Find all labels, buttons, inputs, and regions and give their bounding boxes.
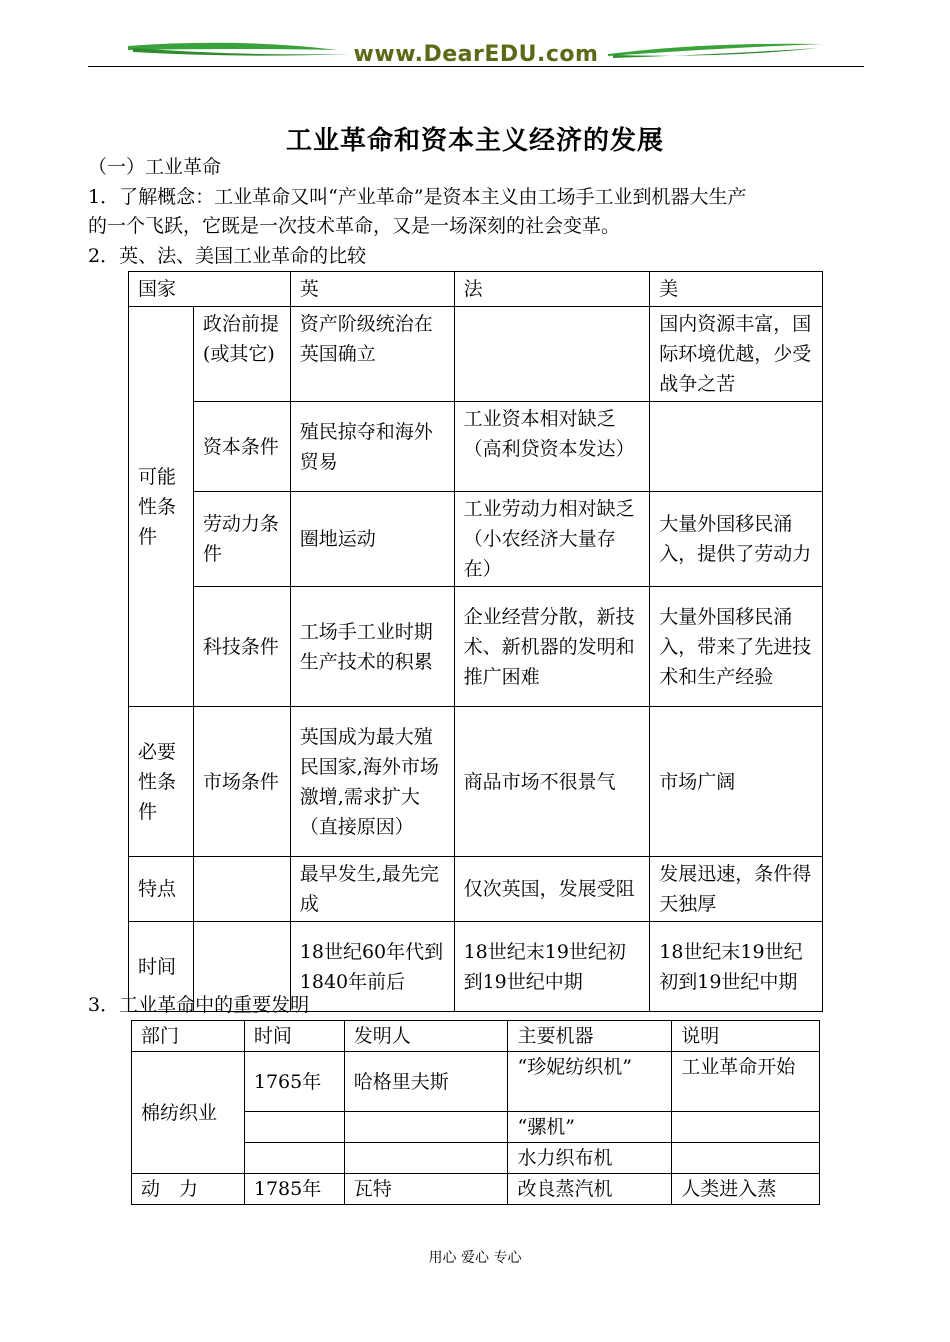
table-row bbox=[129, 307, 823, 402]
table-cell bbox=[672, 1143, 820, 1174]
table-header-row bbox=[132, 1021, 820, 1052]
table-cell bbox=[454, 307, 650, 402]
header-banner bbox=[88, 36, 864, 70]
row-label: 科技条件 bbox=[193, 587, 290, 707]
table-header-cell: 时间 bbox=[244, 1021, 344, 1052]
table-cell: 最早发生,最先完成 bbox=[290, 857, 454, 922]
table-cell: 工场手工业时期生产技术的积累 bbox=[290, 587, 454, 707]
row-label: 政治前提(或其它) bbox=[193, 307, 290, 402]
item1-line1: 1．了解概念：工业革命又叫“产业革命”是资本主义由工场手工业到机器大生产 bbox=[88, 186, 747, 208]
table-cell: 水力织布机 bbox=[508, 1143, 672, 1174]
item3-heading: 3．工业革命中的重要发明 bbox=[88, 994, 310, 1016]
table-cell: 工业劳动力相对缺乏（小农经济大量存在） bbox=[454, 492, 650, 587]
table-cell: 1785年 bbox=[244, 1174, 344, 1205]
table-header-cell: 说明 bbox=[672, 1021, 820, 1052]
table-cell: 英国成为最大殖民国家,海外市场激增,需求扩大（直接原因） bbox=[290, 707, 454, 857]
row-label: 劳动力条件 bbox=[193, 492, 290, 587]
table-cell: 商品市场不很景气 bbox=[454, 707, 650, 857]
table-cell: “骡机” bbox=[508, 1112, 672, 1143]
table-cell: 18世纪末19世纪初到19世纪中期 bbox=[454, 922, 650, 1012]
item1-line2: 的一个飞跃，它既是一次技术革命，又是一场深刻的社会变革。 bbox=[88, 215, 621, 237]
table-row bbox=[129, 857, 823, 922]
dept-cell: 动 力 bbox=[132, 1174, 245, 1205]
table-row bbox=[129, 402, 823, 492]
row-label: 资本条件 bbox=[193, 402, 290, 492]
header-rule bbox=[88, 66, 864, 67]
table-cell bbox=[344, 1143, 508, 1174]
table-cell: 改良蒸汽机 bbox=[508, 1174, 672, 1205]
table-header-row bbox=[129, 272, 823, 307]
page-title: 工业革命和资本主义经济的发展 bbox=[285, 126, 664, 156]
table-header-cell: 国家 bbox=[129, 272, 291, 307]
table-cell: 大量外国移民涌入，带来了先进技术和生产经验 bbox=[650, 587, 823, 707]
table-cell: 工业资本相对缺乏（高利贷资本发达） bbox=[454, 402, 650, 492]
table-row bbox=[129, 492, 823, 587]
table-cell: 哈格里夫斯 bbox=[344, 1052, 508, 1112]
table-header-cell: 英 bbox=[290, 272, 454, 307]
dept-cell: 棉纺织业 bbox=[132, 1052, 245, 1174]
table-cell: 人类进入蒸 bbox=[672, 1174, 820, 1205]
table-cell: 市场广阔 bbox=[650, 707, 823, 857]
table-cell bbox=[244, 1143, 344, 1174]
table-cell: “珍妮纺织机” bbox=[508, 1052, 672, 1112]
table-row bbox=[132, 1052, 820, 1112]
table-header-cell: 主要机器 bbox=[508, 1021, 672, 1052]
table-cell: 资产阶级统治在英国确立 bbox=[290, 307, 454, 402]
table-cell: 大量外国移民涌入，提供了劳动力 bbox=[650, 492, 823, 587]
row-label: 特点 bbox=[129, 857, 194, 922]
table-cell: 殖民掠夺和海外贸易 bbox=[290, 402, 454, 492]
table-row bbox=[129, 587, 823, 707]
table-header-cell: 发明人 bbox=[344, 1021, 508, 1052]
table-cell bbox=[650, 402, 823, 492]
table-cell: 18世纪60年代到1840年前后 bbox=[290, 922, 454, 1012]
row-label: 时间 bbox=[129, 922, 194, 1012]
row-label: 市场条件 bbox=[193, 707, 290, 857]
comparison-table bbox=[128, 271, 823, 1012]
section-heading: （一）工业革命 bbox=[88, 156, 222, 178]
table-cell bbox=[244, 1112, 344, 1143]
table-cell: 1765年 bbox=[244, 1052, 344, 1112]
item2-heading: 2．英、法、美国工业革命的比较 bbox=[88, 245, 367, 267]
table-cell bbox=[344, 1112, 508, 1143]
table-cell: 仅次英国，发展受阻 bbox=[454, 857, 650, 922]
table-row bbox=[129, 707, 823, 857]
table-cell: 18世纪末19世纪初到19世纪中期 bbox=[650, 922, 823, 1012]
site-logo-text[interactable]: www.DearEDU.com bbox=[353, 42, 599, 67]
table-header-cell: 部门 bbox=[132, 1021, 245, 1052]
inventions-table bbox=[131, 1020, 820, 1205]
group-label: 可能性条件 bbox=[129, 307, 194, 707]
table-cell bbox=[193, 857, 290, 922]
table-cell: 发展迅速，条件得天独厚 bbox=[650, 857, 823, 922]
table-cell bbox=[672, 1112, 820, 1143]
table-cell: 瓦特 bbox=[344, 1174, 508, 1205]
table-cell: 国内资源丰富，国际环境优越，少受战争之苦 bbox=[650, 307, 823, 402]
table-cell: 圈地运动 bbox=[290, 492, 454, 587]
page-footer: 用心 爱心 专心 bbox=[428, 1250, 522, 1266]
table-cell: 企业经营分散，新技术、新机器的发明和推广困难 bbox=[454, 587, 650, 707]
table-header-cell: 美 bbox=[650, 272, 823, 307]
table-cell: 工业革命开始 bbox=[672, 1052, 820, 1112]
group-label: 必要性条件 bbox=[129, 707, 194, 857]
table-row bbox=[132, 1174, 820, 1205]
table-header-cell: 法 bbox=[454, 272, 650, 307]
